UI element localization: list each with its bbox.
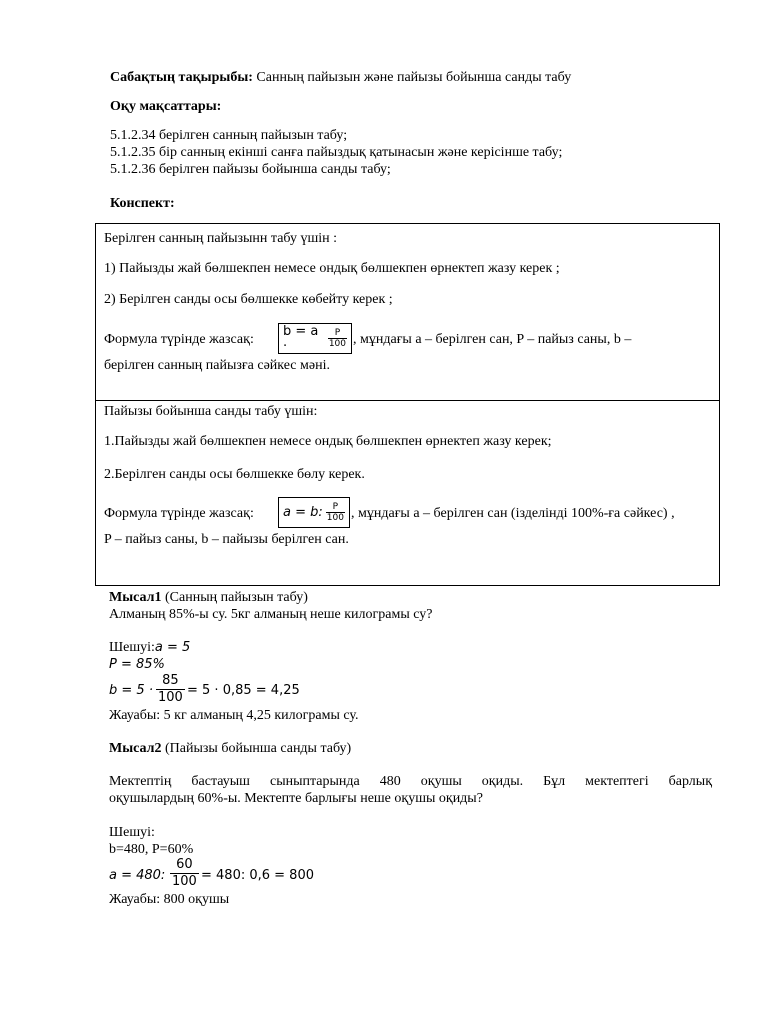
fraction-numerator: P xyxy=(334,328,341,338)
box2-formula-fraction xyxy=(326,502,345,523)
example2-title xyxy=(109,740,351,757)
example2-calc-rhs: = 480: 0,6 = 800 xyxy=(201,868,314,883)
box2-formula-lhs: a = b: xyxy=(283,505,323,520)
summary-heading: Конспект: xyxy=(110,196,175,211)
example2-given: b=480, P=60% xyxy=(109,842,194,857)
box1-formula-prefix: Формула түрінде жазсақ: xyxy=(104,332,254,347)
example1-a-value: a = 5 xyxy=(154,640,191,655)
goal-item: 5.1.2.35 бір санның екінші санға пайыздық қатынасын және керісінше табу; xyxy=(110,145,563,160)
box1-intro: Берілген санның пайызынн табу үшін : xyxy=(104,231,338,246)
fraction-denominator: 100 xyxy=(172,874,197,889)
lesson-topic xyxy=(110,69,571,86)
goal-item: 5.1.2.36 берілген пайызы бойынша санды табу; xyxy=(110,162,391,177)
goal-item: 5.1.2.34 берілген санның пайызын табу; xyxy=(110,128,348,143)
example2-solution-label: Шешуі: xyxy=(109,825,155,840)
box2-intro: Пайызы бойынша санды табу үшін: xyxy=(104,404,318,419)
topic-text: Санның пайызын және пайызы бойынша санды табу xyxy=(252,70,572,85)
example2-answer: Жауабы: 800 оқушы xyxy=(109,892,230,907)
example2-title-bold: Мысал2 xyxy=(109,741,162,756)
box2-step1: 1.Пайызды жай бөлшекпен немесе ондық бөлшекпен өрнектеп жазу керек; xyxy=(104,434,552,449)
example2-problem-line1: Мектептің бастауыш сыныптарында 480 оқушы оқиды. Бұл мектептегі барлық xyxy=(109,774,712,789)
box1-formula-fraction xyxy=(328,328,347,349)
example1-solution-label: Шешуі: xyxy=(109,640,155,655)
box2-formula-prefix: Формула түрінде жазсақ: xyxy=(104,506,254,521)
example2-title-rest: (Пайызы бойынша санды табу) xyxy=(161,741,352,756)
fraction-denominator: 100 xyxy=(326,513,344,523)
example1-calc-rhs: = 5 · 0,85 = 4,25 xyxy=(187,683,300,698)
example1-p-value: P = 85% xyxy=(109,657,165,672)
fraction-numerator: 85 xyxy=(162,673,179,688)
example1-calc-lhs: b = 5 · xyxy=(109,683,153,698)
example1-title xyxy=(109,589,308,606)
box1-step1: 1) Пайызды жай бөлшекпен немесе ондық бөлшекпен өрнектеп жазу керек ; xyxy=(104,261,560,276)
box2-formula-line2: P – пайыз саны, b – пайызы берілген сан. xyxy=(104,532,349,547)
box1-formula-line2: берілген санның пайызға сәйкес мәні. xyxy=(104,358,330,373)
box1-step2: 2) Берілген санды осы бөлшекке көбейту керек ; xyxy=(104,292,393,307)
fraction-numerator: P xyxy=(332,502,339,512)
box1-formula-suffix: , мұндағы a – берілген сан, P – пайыз саны, b – xyxy=(353,332,632,347)
example1-title-rest: (Санның пайызын табу) xyxy=(161,590,308,605)
example1-fraction xyxy=(156,673,185,706)
goals-heading: Оқу мақсаттары: xyxy=(110,99,222,114)
example1-problem: Алманың 85%-ы су. 5кг алманың неше килограмы су? xyxy=(109,607,433,622)
example2-problem-line2: оқушылардың 60%-ы. Мектепте барлығы неше оқушы оқиды? xyxy=(109,791,483,806)
example1-answer: Жауабы: 5 кг алманың 4,25 килограмы су. xyxy=(109,708,359,723)
box1-formula-box xyxy=(278,323,352,354)
fraction-numerator: 60 xyxy=(176,857,193,872)
example1-title-bold: Мысал1 xyxy=(109,590,162,605)
summary-divider xyxy=(95,400,720,401)
fraction-denominator: 100 xyxy=(158,690,183,705)
example1-solution-line xyxy=(109,639,190,656)
example2-fraction xyxy=(170,857,199,890)
box2-formula-box xyxy=(278,497,350,528)
example2-calc-lhs: a = 480: xyxy=(109,868,166,883)
box2-step2: 2.Берілген санды осы бөлшекке бөлу керек. xyxy=(104,467,365,482)
topic-label: Сабақтың тақырыбы: xyxy=(110,70,253,85)
box1-formula-lhs: b = a · xyxy=(283,323,319,354)
box2-formula-suffix: , мұндағы a – берілген сан (ізделінді 100%-ға сәйкес) , xyxy=(351,506,675,521)
fraction-denominator: 100 xyxy=(328,339,346,349)
